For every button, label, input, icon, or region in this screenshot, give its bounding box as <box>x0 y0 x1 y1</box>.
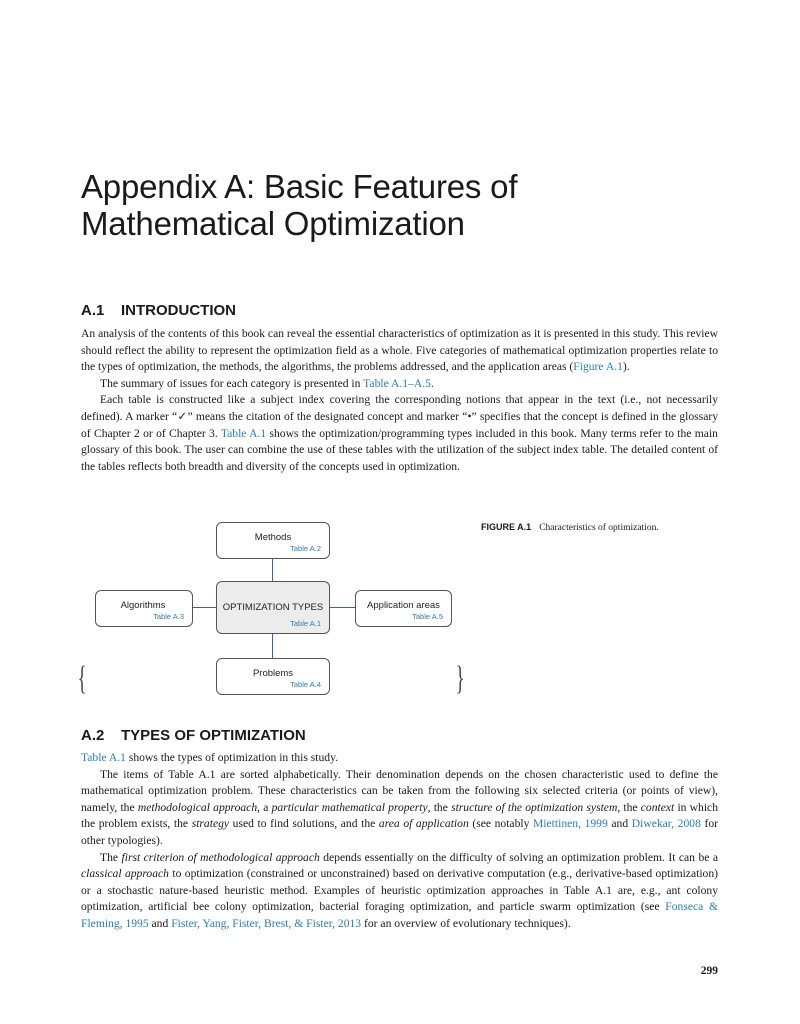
box-label: OPTIMIZATION TYPES <box>222 602 324 613</box>
section-title: INTRODUCTION <box>121 302 236 319</box>
application-areas-box <box>355 590 452 627</box>
figure-caption <box>481 522 659 533</box>
table-link[interactable]: Table A.1–A.5 <box>363 376 431 390</box>
problems-box <box>216 658 330 695</box>
table-link[interactable]: Table A.1 <box>81 751 126 764</box>
right-brace: } <box>455 660 465 697</box>
figure-caption-text: Characteristics of optimization. <box>539 523 659 533</box>
optimization-types-box <box>216 581 330 634</box>
box-label: Problems <box>252 668 294 679</box>
section-number: A.2 <box>81 727 105 744</box>
box-label: Algorithms <box>120 600 166 611</box>
box-table-ref[interactable]: Table A.2 <box>290 544 321 553</box>
citation-link[interactable]: Fister, Yang, Fister, Brest, & Fister, 2013 <box>171 916 362 930</box>
box-table-ref[interactable]: Table A.5 <box>412 612 443 621</box>
box-table-ref[interactable]: Table A.3 <box>153 612 184 621</box>
box-table-ref[interactable]: Table A.1 <box>290 619 321 628</box>
section-heading-introduction <box>81 302 236 319</box>
methods-box <box>216 522 330 559</box>
box-label: Methods <box>254 532 292 543</box>
table-link[interactable]: Table A.1 <box>220 426 267 440</box>
chapter-title-line-2: Mathematical Optimization <box>81 205 465 242</box>
paragraph: Each table is constructed like a subject index covering the corresponding notions that appear in the text (i.e., not necessarily defined). A marker “✓” means the citation of the designated concept and marker “•” specifies that the concept is defined in the glossary of Chapter 2 or of Chapter 3. Table A.1 shows the optimization/programming types included in this book. Many terms refer to the main glossary of this book. The user can combine the use of these tables with the utilization of the subject index table. The detailed content of the tables reflects both breadth and diversity of the concepts used in optimization. <box>81 393 718 473</box>
paragraph: The summary of issues for each category is presented in Table A.1–A.5. <box>100 376 434 390</box>
page-number: 299 <box>700 965 718 977</box>
citation-link[interactable]: Diwekar, 2008 <box>631 817 701 831</box>
figure-link[interactable]: Figure A.1 <box>573 360 623 374</box>
connector-line <box>193 607 216 608</box>
paragraph: The first criterion of methodological approach depends essentially on the difficulty of solving an optimization problem. It can be a classical approach to optimization (constrained or unconstrained) based on derivative computation (e.g., derivative-based optimization) or a stochastic nature-based heuristic method. Examples of heuristic optimization approaches in Table A.1 are, e.g., ant colony optimization, artificial bee colony optimization, bacterial foraging optimization, and particle swarm optimization (see Fonseca & Fleming, 1995 and Fister, Yang, Fister, Brest, & Fister, 2013 for an overview of evolutionary techniques). <box>81 850 718 930</box>
connector-line <box>272 559 273 581</box>
left-brace: { <box>77 660 87 697</box>
paragraph: The items of Table A.1 are sorted alphabetically. Their denomination depends on the chosen characteristic used to define the mathematical optimization problem. These characteristics can be taken from the following six selected criteria (or points of view), namely, the methodological approach, a particular mathematical property, the structure of the optimization system, the context in which the problem exists, the strategy used to find solutions, and the area of application (see notably Miettinen, 1999 and Diwekar, 2008 for other typologies). <box>81 767 719 847</box>
paragraph: Table A.1 shows the types of optimization in this study. <box>81 751 339 764</box>
section-number: A.1 <box>81 302 105 319</box>
chapter-title <box>81 168 721 242</box>
citation-link[interactable]: Fonseca & Fleming, 1995 <box>81 900 718 930</box>
box-table-ref[interactable]: Table A.4 <box>290 680 321 689</box>
connector-line <box>330 607 355 608</box>
section-types-body <box>81 750 718 933</box>
section-heading-types-of-optimization <box>81 727 306 744</box>
section-introduction-body <box>81 326 718 475</box>
section-title: TYPES OF OPTIMIZATION <box>121 727 306 744</box>
citation-link[interactable]: Miettinen, 1999 <box>533 817 608 831</box>
box-label: Application areas <box>367 600 440 611</box>
paragraph: An analysis of the contents of this book can reveal the essential characteristics of optimization as it is presented in this study. This review should reflect the ability to represent the optimization field as a whole. Five categories of mathematical optimization properties relate to the types of optimization, the methods, the algorithms, the problems addressed, and the application areas (Figure A.1). <box>81 327 718 374</box>
connector-line <box>272 634 273 658</box>
figure-caption-label: FIGURE A.1 <box>481 522 532 532</box>
chapter-title-line-1: Appendix A: Basic Features of <box>81 168 518 205</box>
algorithms-box <box>95 590 193 627</box>
